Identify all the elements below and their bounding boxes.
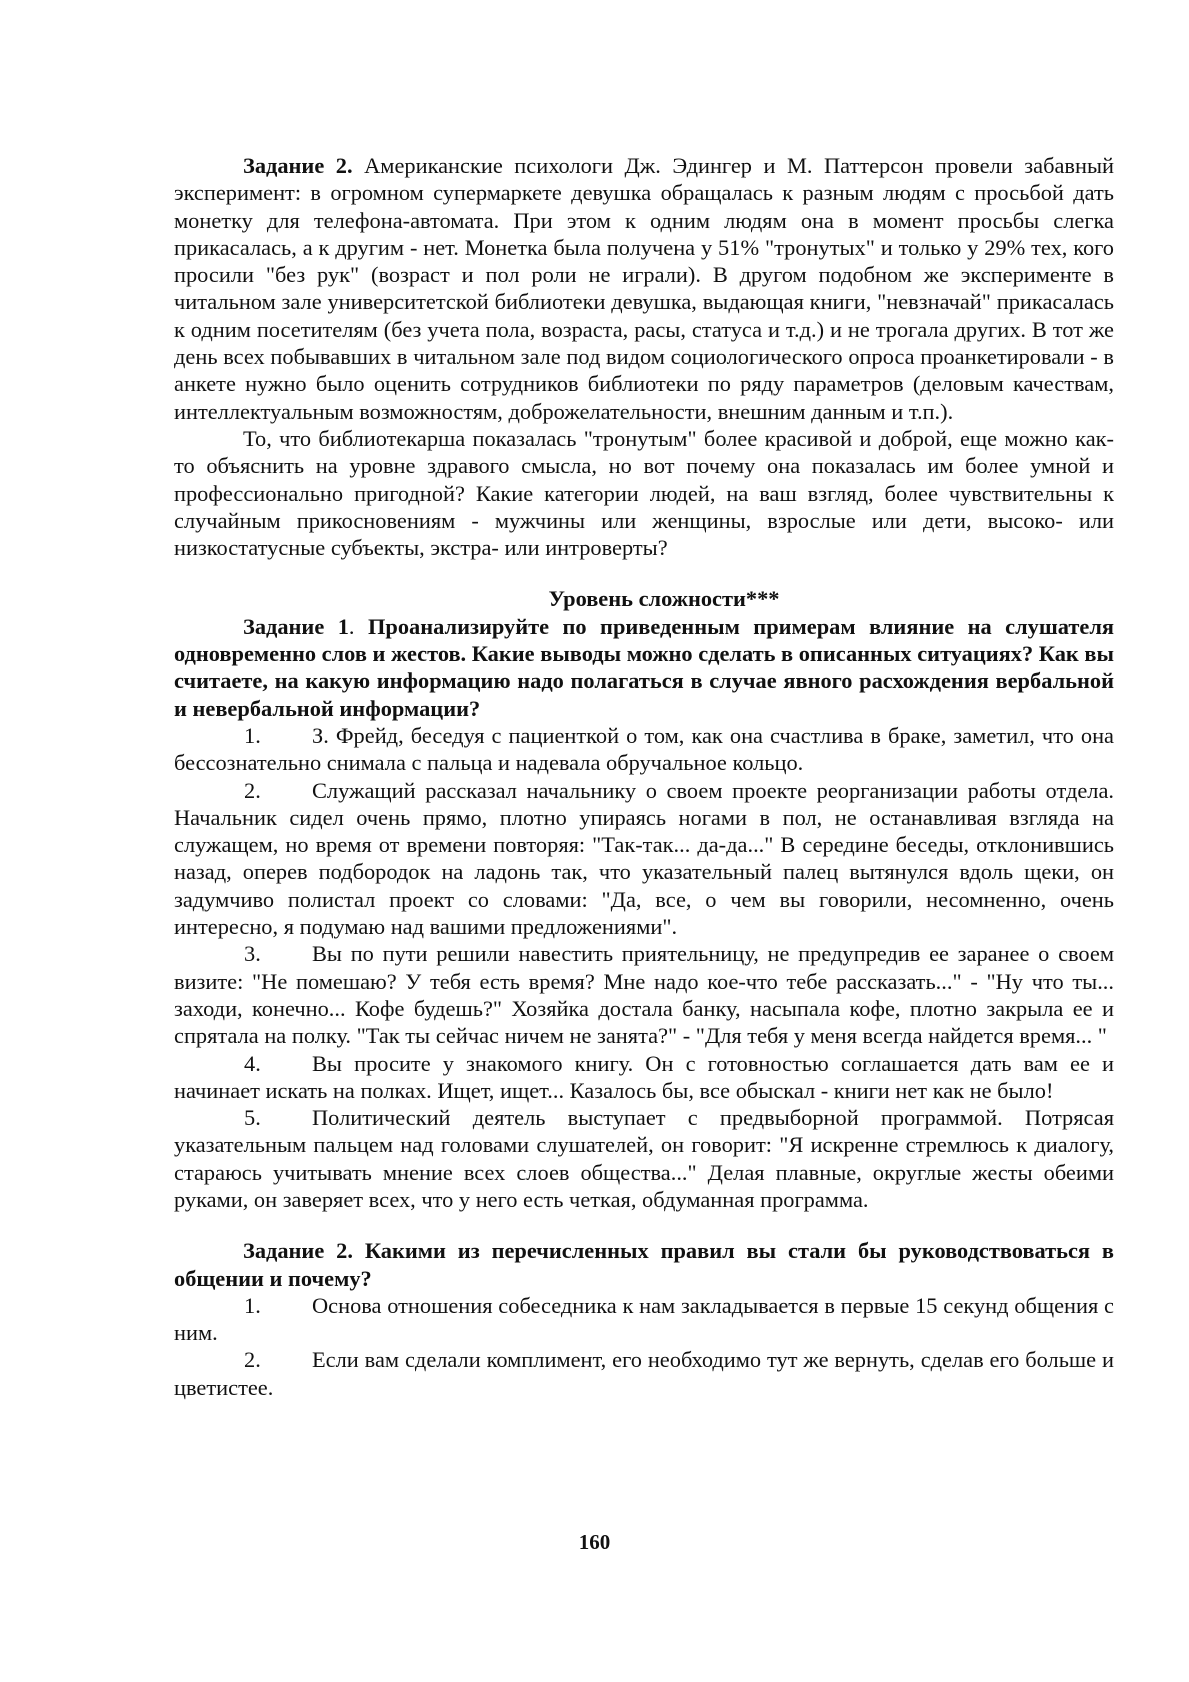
- list-item-number: 1.: [244, 722, 261, 748]
- list-item: [174, 777, 1114, 941]
- document-page: [174, 152, 1114, 1401]
- task1-label: Задание 1: [243, 613, 349, 639]
- page-number: 160: [578, 1530, 611, 1554]
- task1-question-text: Проанализируйте по приведенным примерам влияние на слушателя одновременно слов и жестов. Какие выводы можно сделать в описанных ситуациях? Как вы считаете, на какую информацию надо полагаться в случае явного расхождения вербальной и невербальной информации?: [174, 613, 1114, 721]
- list-item-text: Вы просите у знакомого книгу. Он с готовностью соглашается дать вам ее и начинает искать на полках. Ищет, ищет... Казалось бы, все обыскал - книги нет как не было!: [174, 1050, 1114, 1103]
- list-item-number: 1.: [244, 1292, 261, 1318]
- list-item: [174, 1346, 1114, 1401]
- task2-intro-paragraph-2: То, что библиотекарша показалась "тронутым" более красивой и доброй, еще можно как-то объяснить на уровне здравого смысла, но вот почему она показалась им более умной и профессионально пригодной? Какие категории людей, на ваш взгляд, более чувствительны к случайным прикосновениям - мужчины или женщины, взрослые или дети, высоко- или низкостатусные субъекты, экстра- или интроверты?: [174, 425, 1114, 561]
- level-heading: Уровень сложности***: [548, 586, 780, 612]
- task2-intro-label: Задание 2.: [243, 153, 353, 178]
- list-item-number: 3.: [244, 941, 261, 967]
- task2-intro-paragraph: [174, 152, 1114, 425]
- list-item: [174, 940, 1114, 1049]
- list-item-text: Если вам сделали комплимент, его необходимо тут же вернуть, сделав его больше и цветистее.: [174, 1347, 1114, 1400]
- task1-label-punct: .: [348, 613, 368, 639]
- list-item-number: 2.: [244, 777, 261, 803]
- list-item-text: Служащий рассказал начальнику о своем проекте реорганизации работы отдела. Начальник сидел очень прямо, плотно упираясь ногами в пол, не останавливая взгляда на служащем, но время от времени повторяя: "Так-так... да-да..." В середине беседы, отклонившись назад, оперев подбородок на ладонь так, что указательный палец вытянулся вдоль щеки, он задумчиво полистал проект со словами: "Да, все, о чем вы говорили, несомненно, очень интересно, я подумаю над вашими предложениями".: [174, 777, 1114, 940]
- task2-rules-heading: Задание 2. Какими из перечисленных правил вы стали бы руководствоваться в общении и почему?: [174, 1238, 1114, 1291]
- task1-question: [174, 613, 1114, 722]
- list-item-number: 5.: [244, 1105, 261, 1131]
- list-item-text: З. Фрейд, беседуя с пациенткой о том, как она счастлива в браке, заметил, что она бессознательно снимала с пальца и надевала обручальное кольцо.: [174, 722, 1114, 776]
- task2-intro-text: Американские психологи Дж. Эдингер и М. Паттерсон провели забавный эксперимент: в огромном супермаркете девушка обращалась к разным людям с просьбой дать монетку для телефона-автомата. При этом к одним людям она в момент просьбы слегка прикасалась, а к другим - нет. Монетка была получена у 51% "тронутых" и только у 29% тех, кого просили "без рук" (возраст и пол роли не играли). В другом подобном же эксперименте в читальном зале университетской библиотеки девушка, выдающая книги, "невзначай" прикасалась к одним посетителям (без учета пола, возраста, расы, статуса и т.д.) и не трогала других. В тот же день всех побывавших в читальном зале под видом социологического опроса проанкетировали - в анкете нужно было оценить сотрудников библиотеки по ряду параметров (деловым качествам, интеллектуальным возможностям, доброжелательности, внешним данным и т.п.).: [174, 153, 1114, 424]
- list-item: [174, 1104, 1114, 1213]
- list-item-text: Вы по пути решили навестить приятельницу, не предупредив ее заранее о своем визите: "Не помешаю? У тебя есть время? Мне надо кое-что тебе рассказать..." - "Ну что ты... заходи, конечно... Кофе будешь?" Хозяйка достала банку, насыпала кофе, плотно закрыла ее и спрятала на полку. "Так ты сейчас ничем не занята?" - "Для тебя у меня всегда найдется время... ": [174, 941, 1114, 1049]
- list-item-text: Основа отношения собеседника к нам закладывается в первые 15 секунд общения с ним.: [174, 1292, 1114, 1346]
- list-item: [174, 1050, 1114, 1105]
- list-item-number: 4.: [244, 1050, 261, 1076]
- list-item: [174, 1292, 1114, 1347]
- list-item: [174, 722, 1114, 777]
- list-item-number: 2.: [244, 1347, 261, 1373]
- list-item-text: Политический деятель выступает с предвыборной программой. Потрясая указательным пальцем над головами слушателей, он говорит: "Я искренне стремлюсь к диалогу, стараюсь учитывать мнение всех слоев общества..." Делая плавные, округлые жесты обеими руками, он заверяет всех, что у него есть четкая, обдуманная программа.: [174, 1105, 1114, 1212]
